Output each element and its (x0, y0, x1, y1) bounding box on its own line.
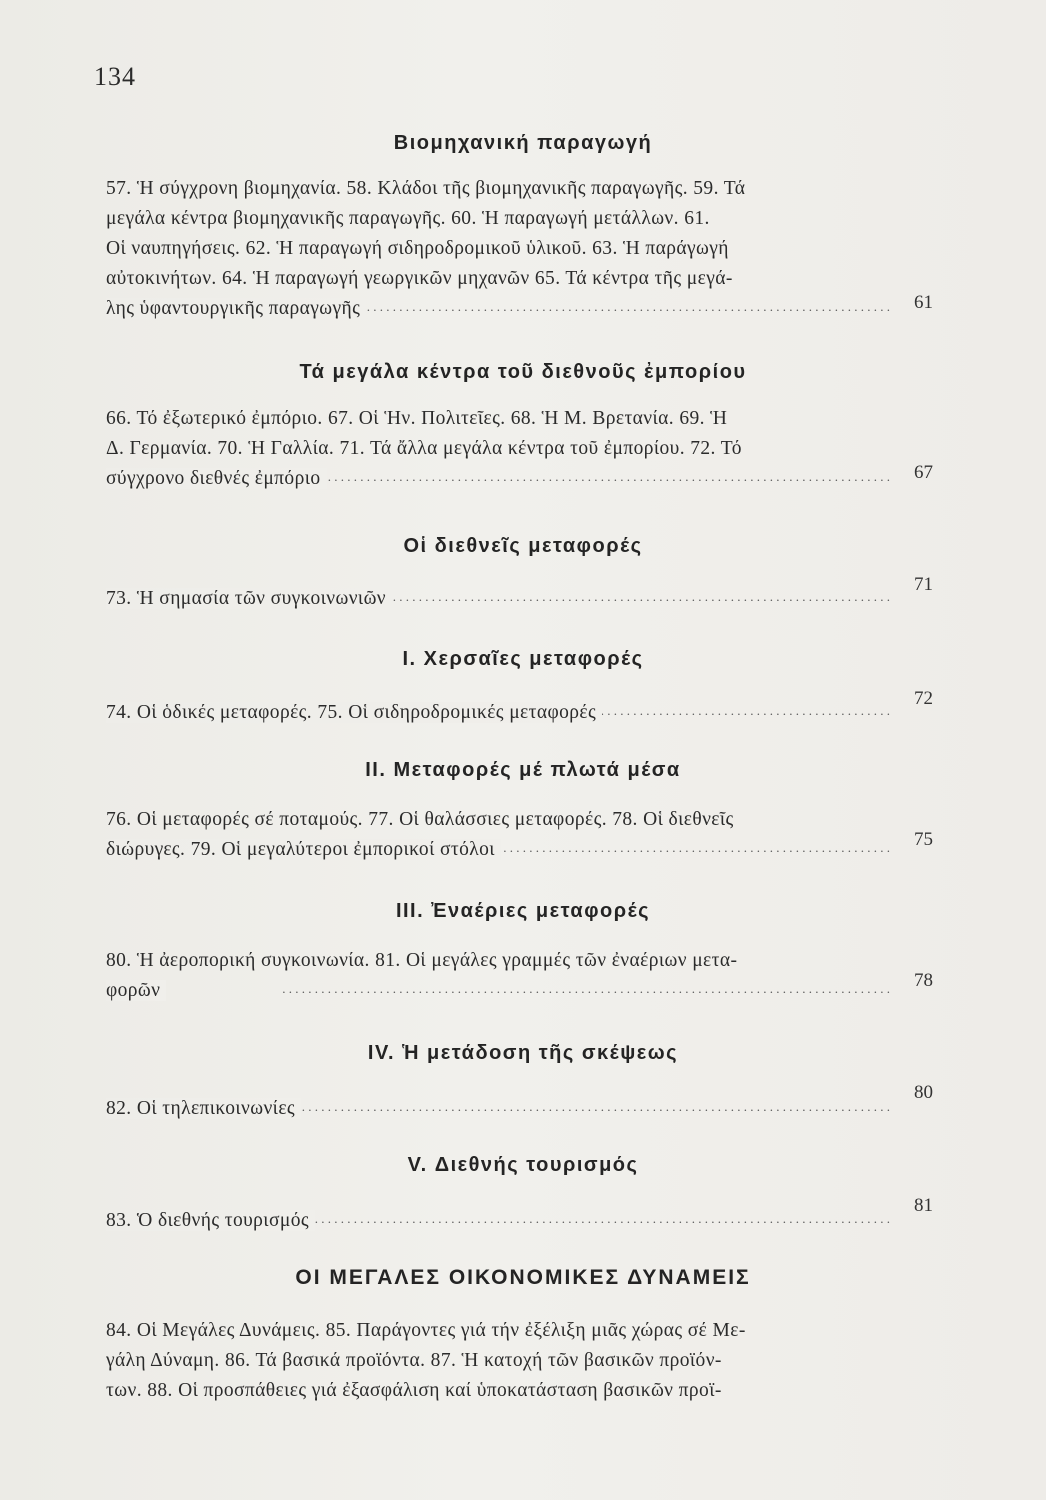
section-heading: Ι. Χερσαῖες μεταφορές (402, 648, 644, 670)
toc-line-leader (106, 464, 890, 494)
toc-line: μεγάλα κέντρα βιομηχανικῆς παραγωγῆς. 60. Ἡ παραγωγή μετάλλων. 61. (106, 208, 710, 229)
toc-line: 57. Ἡ σύγχρονη βιομηχανία. 58. Κλάδοι τῆς βιομηχανικῆς παραγωγῆς. 59. Τά (106, 178, 746, 199)
toc-entry (106, 174, 890, 324)
toc-entry (106, 1206, 890, 1236)
section-heading: V. Διεθνής τουρισμός (407, 1154, 639, 1176)
toc-entry (106, 698, 890, 728)
page-reference: 61 (914, 292, 933, 313)
toc-line: Οἱ ναυπηγήσεις. 62. Ἡ παραγωγή σιδηροδρομικοῦ ὑλικοῦ. 63. Ἡ παράγωγή (106, 238, 729, 259)
toc-line-leader (106, 835, 890, 865)
toc-line: φορῶν (106, 980, 166, 1001)
section-heading: IV. Ἡ μετάδοση τῆς σκέψεως (367, 1042, 679, 1064)
section-heading: Τά μεγάλα κέντρα τοῦ διεθνοῦς ἐμπορίου (299, 361, 747, 383)
toc-line: αὐτοκινήτων. 64. Ἡ παραγωγή γεωργικῶν μηχανῶν 65. Τά κέντρα τῆς μεγά- (106, 268, 733, 289)
toc-entry (106, 1316, 890, 1406)
section-heading: ΟΙ ΜΕΓΑΛΕΣ ΟΙΚΟΝΟΜΙΚΕΣ ΔΥΝΑΜΕΙΣ (295, 1266, 751, 1289)
toc-entry (106, 946, 890, 1006)
page-reference: 72 (914, 688, 933, 709)
toc-entry (106, 1094, 890, 1124)
section-heading: ΙΙΙ. Ἐναέριες μεταφορές (395, 900, 651, 922)
toc-line-leader (106, 976, 890, 1006)
page-reference: 71 (914, 574, 933, 595)
toc-line-leader (106, 698, 890, 728)
toc-line: σύγχρονο διεθνές ἐμπόριο (106, 468, 327, 489)
page-reference: 67 (914, 462, 933, 483)
toc-line: λης ὑφαντουργικῆς παραγωγῆς (106, 298, 366, 319)
toc-line: 83. Ὁ διεθνής τουρισμός (106, 1210, 315, 1231)
toc-entry (106, 584, 890, 614)
toc-line: Δ. Γερμανία. 70. Ἡ Γαλλία. 71. Τά ἄλλα μεγάλα κέντρα τοῦ ἐμπορίου. 72. Τό (106, 438, 742, 459)
section-heading: Βιομηχανική παραγωγή (393, 132, 653, 154)
page-reference: 78 (914, 970, 933, 991)
toc-entry (106, 805, 890, 865)
page-reference: 80 (914, 1082, 933, 1103)
toc-line: διώρυγες. 79. Οἱ μεγαλύτεροι ἐμπορικοί στόλοι (106, 839, 501, 860)
toc-line: 82. Οἱ τηλεπικοινωνίες (106, 1098, 301, 1119)
toc-line: 76. Οἱ μεταφορές σέ ποταμούς. 77. Οἱ θαλάσσιες μεταφορές. 78. Οἱ διεθνεῖς (106, 809, 734, 830)
section-heading: Οἱ διεθνεῖς μεταφορές (403, 535, 643, 557)
toc-entry (106, 404, 890, 494)
page-number: 134 (94, 62, 136, 91)
page-reference: 81 (914, 1195, 933, 1216)
toc-line: γάλη Δύναμη. 86. Τά βασικά προϊόντα. 87. Ἡ κατοχή τῶν βασικῶν προϊόν- (106, 1350, 722, 1371)
toc-line: 74. Οἱ ὁδικές μεταφορές. 75. Οἱ σιδηροδρομικές μεταφορές (106, 702, 602, 723)
section-heading: ΙΙ. Μεταφορές μέ πλωτά μέσα (365, 759, 681, 781)
toc-line: των. 88. Οἱ προσπάθειες γιά ἐξασφάλιση καί ὑποκατάσταση βασικῶν προϊ- (106, 1380, 722, 1401)
toc-line: 80. Ἡ ἀεροπορική συγκοινωνία. 81. Οἱ μεγάλες γραμμές τῶν ἐναέριων μετα- (106, 950, 738, 971)
page-reference: 75 (914, 829, 933, 850)
toc-line: 66. Τό ἐξωτερικό ἐμπόριο. 67. Οἱ Ἡν. Πολιτεῖες. 68. Ἡ Μ. Βρετανία. 69. Ἡ (106, 408, 728, 429)
toc-line-leader (106, 294, 890, 324)
toc-line: 84. Οἱ Μεγάλες Δυνάμεις. 85. Παράγοντες γιά τήν ἐξέλιξη μιᾶς χώρας σέ Με- (106, 1320, 746, 1341)
toc-line-leader (106, 584, 890, 614)
toc-line-leader (106, 1206, 890, 1236)
toc-line: 73. Ἡ σημασία τῶν συγκοινωνιῶν (106, 588, 392, 609)
toc-line-leader (106, 1094, 890, 1124)
